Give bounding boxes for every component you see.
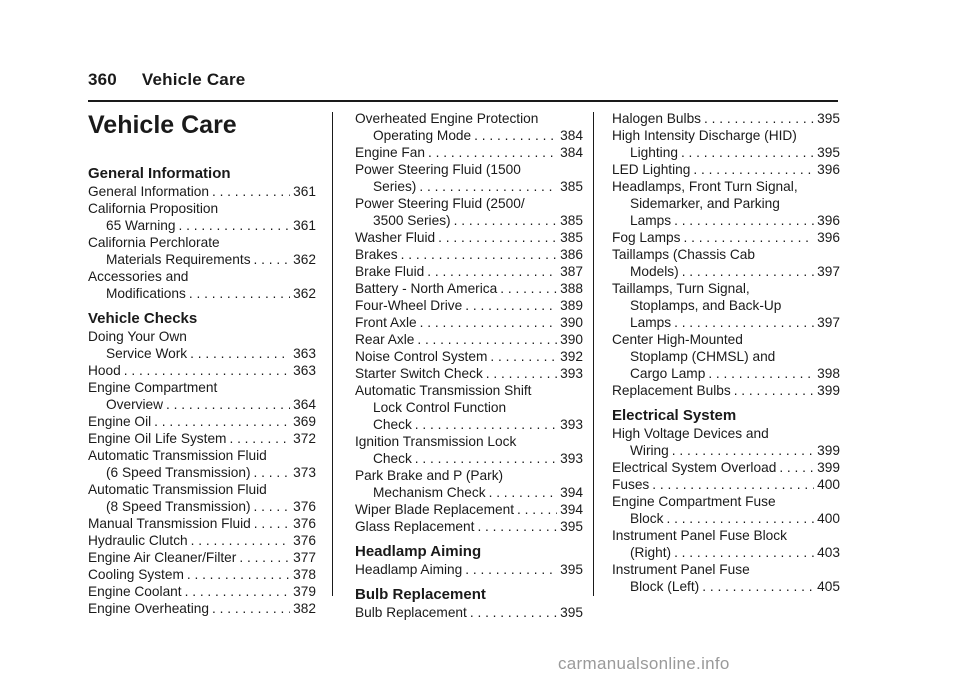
toc-entry-text: Overheated Engine Protection: [355, 111, 539, 126]
toc-entry[interactable]: [355, 314, 583, 331]
toc-page-number: 379: [293, 584, 316, 599]
dot-leader: [254, 464, 291, 481]
toc-entry-text: Park Brake and P (Park): [355, 468, 504, 483]
toc-page-number: 390: [560, 315, 583, 330]
toc-entry-text: Automatic Transmission Fluid: [88, 482, 267, 497]
dot-leader: [166, 396, 290, 413]
dot-leader: [185, 583, 291, 600]
column-divider-2: [593, 112, 594, 596]
toc-page-number: 399: [817, 383, 840, 398]
toc-entry[interactable]: [612, 476, 840, 493]
toc-entry[interactable]: [612, 280, 840, 331]
toc-entry-text: Doing Your Own: [88, 329, 187, 344]
toc-entry-text: 3500 Series): [373, 213, 451, 228]
toc-entry-text: Replacement Bulbs: [612, 383, 731, 398]
toc-page-number: 385: [560, 179, 583, 194]
toc-entry-text: Instrument Panel Fuse Block: [612, 528, 787, 543]
toc-entry-text: Taillamps, Turn Signal,: [612, 281, 750, 296]
toc-entry-text: Stoplamps, and Back-Up: [630, 298, 782, 313]
toc-entry[interactable]: [355, 561, 583, 578]
toc-entry-text: General Information: [88, 184, 209, 199]
toc-page-number: 396: [817, 230, 840, 245]
toc-entry[interactable]: [612, 459, 840, 476]
toc-entry-text: Engine Air Cleaner/Filter: [88, 550, 237, 565]
dot-leader: [191, 532, 291, 549]
toc-entry[interactable]: [355, 110, 583, 144]
toc-entry[interactable]: [355, 144, 583, 161]
toc-entry[interactable]: [88, 200, 316, 234]
toc-entry[interactable]: [612, 425, 840, 459]
toc-column-1: [88, 165, 316, 617]
column-divider-1: [332, 112, 333, 596]
toc-page-number: 395: [560, 605, 583, 620]
toc-page-number: 395: [560, 519, 583, 534]
toc-entry-text: California Proposition: [88, 201, 219, 216]
toc-entry[interactable]: [88, 268, 316, 302]
section-heading: Bulb Replacement: [355, 586, 486, 603]
toc-entry-text: Series): [373, 179, 417, 194]
toc-entry[interactable]: [88, 481, 316, 515]
toc-entry-text: Hood: [88, 363, 121, 378]
toc-page-number: 393: [560, 366, 583, 381]
toc-entry-text: Manual Transmission Fluid: [88, 516, 251, 531]
toc-entry-text: Engine Compartment Fuse: [612, 494, 776, 509]
dot-leader: [666, 510, 814, 527]
dot-leader: [187, 566, 290, 583]
toc-entry-text: Engine Oil: [88, 414, 152, 429]
section-heading: Electrical System: [612, 407, 737, 424]
toc-entry-text: Headlamp Aiming: [355, 562, 463, 577]
toc-entry-text: Lamps: [630, 315, 672, 330]
toc-page-number: 384: [560, 128, 583, 143]
toc-page-number: 394: [560, 485, 583, 500]
toc-entry-text: Models): [630, 264, 679, 279]
toc-entry-text: Instrument Panel Fuse: [612, 562, 750, 577]
toc-entry-text: High Intensity Discharge (HID): [612, 128, 797, 143]
toc-entry[interactable]: [355, 229, 583, 246]
toc-entry-text: Block (Left): [630, 579, 700, 594]
dot-leader: [179, 217, 291, 234]
dot-leader: [254, 498, 291, 515]
toc-entry[interactable]: [612, 178, 840, 229]
dot-leader: [438, 229, 557, 246]
toc-entry[interactable]: [355, 433, 583, 467]
toc-entry[interactable]: [88, 600, 316, 617]
dot-leader: [702, 578, 814, 595]
toc-entry-text: Automatic Transmission Shift: [355, 383, 532, 398]
running-title: Vehicle Care: [141, 70, 246, 89]
dot-leader: [517, 501, 557, 518]
dot-leader: [681, 144, 814, 161]
toc-column-3: [612, 110, 840, 595]
toc-entry-text: Power Steering Fluid (1500: [355, 162, 521, 177]
toc-page-number: 376: [293, 516, 316, 531]
toc-entry[interactable]: [88, 566, 316, 583]
toc-entry[interactable]: [612, 331, 840, 382]
toc-entry-text: Four-Wheel Drive: [355, 298, 463, 313]
toc-entry-text: Brakes: [355, 247, 398, 262]
toc-entry-text: Check: [373, 417, 412, 432]
dot-leader: [779, 459, 814, 476]
toc-entry-text: Power Steering Fluid (2500/: [355, 196, 525, 211]
toc-page-number: 369: [293, 414, 316, 429]
toc-entry-text: (Right): [630, 545, 672, 560]
section-heading: Vehicle Checks: [88, 310, 198, 327]
toc-entry-text: Ignition Transmission Lock: [355, 434, 517, 449]
toc-entry-text: Engine Oil Life System: [88, 431, 227, 446]
toc-entry-text: Brake Fluid: [355, 264, 425, 279]
main-title: Vehicle Care: [88, 111, 237, 139]
toc-entry-text: Block: [630, 511, 664, 526]
toc-page-number: 399: [817, 460, 840, 475]
toc-page-number: 384: [560, 145, 583, 160]
toc-entry[interactable]: [612, 127, 840, 161]
toc-entry[interactable]: [355, 297, 583, 314]
dot-leader: [652, 476, 814, 493]
dot-leader: [683, 229, 814, 246]
dot-leader: [189, 285, 290, 302]
toc-entry-text: Overview: [106, 397, 164, 412]
header-rule: [88, 100, 838, 102]
toc-page-number: 373: [293, 465, 316, 480]
toc-entry[interactable]: [355, 501, 583, 518]
dot-leader: [154, 413, 290, 430]
toc-page-number: 376: [293, 499, 316, 514]
toc-entry-text: LED Lighting: [612, 162, 691, 177]
dot-leader: [239, 549, 290, 566]
toc-page-number: 389: [560, 298, 583, 313]
dot-leader: [254, 515, 290, 532]
dot-leader: [427, 263, 557, 280]
toc-entry-text: Service Work: [106, 346, 188, 361]
toc-entry-text: Sidemarker, and Parking: [630, 196, 780, 211]
toc-entry-text: Fog Lamps: [612, 230, 681, 245]
toc-entry-text: Taillamps (Chassis Cab: [612, 247, 756, 262]
dot-leader: [489, 484, 558, 501]
dot-leader: [415, 450, 557, 467]
toc-entry[interactable]: [88, 447, 316, 481]
toc-entry[interactable]: [88, 515, 316, 532]
toc-entry[interactable]: [355, 161, 583, 195]
toc-page-number: 394: [560, 502, 583, 517]
toc-entry-text: (6 Speed Transmission): [106, 465, 251, 480]
toc-page-number: 386: [560, 247, 583, 262]
toc-page-number: 392: [560, 349, 583, 364]
toc-page-number: 398: [817, 366, 840, 381]
dot-leader: [212, 183, 290, 200]
toc-entry-text: Battery - North America: [355, 281, 498, 296]
dot-leader: [401, 246, 558, 263]
dot-leader: [454, 212, 558, 229]
dot-leader: [708, 365, 814, 382]
toc-entry[interactable]: [612, 161, 840, 178]
toc-entry[interactable]: [355, 365, 583, 382]
toc-page-number: 364: [293, 397, 316, 412]
toc-entry-text: Hydraulic Clutch: [88, 533, 188, 548]
toc-page-number: 385: [560, 230, 583, 245]
toc-page-number: 397: [817, 264, 840, 279]
toc-page-number: 400: [817, 511, 840, 526]
toc-entry[interactable]: [612, 246, 840, 280]
toc-entry[interactable]: [355, 331, 583, 348]
toc-page-number: 382: [293, 601, 316, 616]
toc-entry-text: (8 Speed Transmission): [106, 499, 251, 514]
toc-page-number: 361: [293, 218, 316, 233]
toc-entry-text: Operating Mode: [373, 128, 472, 143]
toc-page-number: 405: [817, 579, 840, 594]
toc-entry[interactable]: [88, 413, 316, 430]
dot-leader: [674, 314, 814, 331]
toc-column-2: [355, 110, 583, 621]
toc-page-number: 361: [293, 184, 316, 199]
toc-entry-text: Accessories and: [88, 269, 189, 284]
toc-entry-text: Lighting: [630, 145, 678, 160]
toc-page-number: 378: [293, 567, 316, 582]
toc-page-number: 376: [293, 533, 316, 548]
toc-entry-text: Wiper Blade Replacement: [355, 502, 515, 517]
dot-leader: [428, 144, 557, 161]
dot-leader: [474, 127, 557, 144]
toc-entry[interactable]: [88, 328, 316, 362]
toc-entry[interactable]: [612, 382, 840, 399]
toc-page-number: 403: [817, 545, 840, 560]
dot-leader: [477, 518, 557, 535]
toc-entry[interactable]: [88, 583, 316, 600]
toc-page-number: 396: [817, 213, 840, 228]
toc-entry[interactable]: [612, 493, 840, 527]
toc-page-number: 385: [560, 213, 583, 228]
toc-page-number: 362: [293, 252, 316, 267]
dot-leader: [229, 430, 290, 447]
toc-entry-text: Electrical System Overload: [612, 460, 777, 475]
toc-entry[interactable]: [88, 183, 316, 200]
toc-entry[interactable]: [88, 362, 316, 379]
dot-leader: [420, 314, 558, 331]
toc-entry[interactable]: [355, 382, 583, 433]
toc-entry-text: Check: [373, 451, 412, 466]
dot-leader: [470, 604, 557, 621]
toc-entry-text: Engine Compartment: [88, 380, 218, 395]
toc-entry-text: Cooling System: [88, 567, 184, 582]
toc-page-number: 363: [293, 363, 316, 378]
toc-page-number: 377: [293, 550, 316, 565]
dot-leader: [419, 178, 557, 195]
dot-leader: [465, 561, 557, 578]
toc-entry-text: Automatic Transmission Fluid: [88, 448, 267, 463]
toc-entry[interactable]: [355, 195, 583, 229]
toc-entry-text: Headlamps, Front Turn Signal,: [612, 179, 798, 194]
toc-entry[interactable]: [612, 561, 840, 595]
toc-entry-text: 65 Warning: [106, 218, 176, 233]
toc-page-number: 399: [817, 443, 840, 458]
toc-entry-text: California Perchlorate: [88, 235, 220, 250]
toc-entry-text: Lamps: [630, 213, 672, 228]
toc-entry-text: Cargo Lamp: [630, 366, 706, 381]
toc-entry[interactable]: [612, 229, 840, 246]
dot-leader: [490, 348, 557, 365]
toc-page-number: 393: [560, 417, 583, 432]
dot-leader: [672, 442, 814, 459]
toc-entry[interactable]: [355, 280, 583, 297]
dot-leader: [674, 212, 814, 229]
dot-leader: [682, 263, 814, 280]
toc-page-number: 397: [817, 315, 840, 330]
toc-entry[interactable]: [355, 467, 583, 501]
toc-entry-text: Mechanism Check: [373, 485, 486, 500]
dot-leader: [674, 544, 814, 561]
toc-entry[interactable]: [355, 518, 583, 535]
toc-entry[interactable]: [612, 527, 840, 561]
section-heading: Headlamp Aiming: [355, 543, 482, 560]
toc-entry-text: Modifications: [106, 286, 186, 301]
toc-entry-text: Stoplamp (CHMSL) and: [630, 349, 776, 364]
toc-page-number: 400: [817, 477, 840, 492]
toc-entry-text: Washer Fluid: [355, 230, 436, 245]
toc-page-number: 396: [817, 162, 840, 177]
toc-entry[interactable]: [612, 110, 840, 127]
toc-page-number: 363: [293, 346, 316, 361]
dot-leader: [734, 382, 814, 399]
page-number: 360: [88, 70, 117, 89]
toc-entry-text: Fuses: [612, 477, 650, 492]
dot-leader: [212, 600, 290, 617]
toc-page-number: 387: [560, 264, 583, 279]
toc-entry-text: Wiring: [630, 443, 669, 458]
toc-entry-text: Rear Axle: [355, 332, 415, 347]
toc-entry[interactable]: [88, 234, 316, 268]
toc-entry[interactable]: [355, 246, 583, 263]
dot-leader: [693, 161, 814, 178]
toc-entry[interactable]: [88, 430, 316, 447]
toc-entry[interactable]: [355, 263, 583, 280]
toc-entry[interactable]: [88, 549, 316, 566]
toc-page-number: 362: [293, 286, 316, 301]
toc-page-number: 388: [560, 281, 583, 296]
toc-entry-text: High Voltage Devices and: [612, 426, 769, 441]
toc-entry-text: Starter Switch Check: [355, 366, 483, 381]
section-heading: General Information: [88, 165, 231, 182]
toc-entry-text: Halogen Bulbs: [612, 111, 702, 126]
toc-entry-text: Center High-Mounted: [612, 332, 743, 347]
dot-leader: [500, 280, 557, 297]
toc-entry[interactable]: [355, 604, 583, 621]
dot-leader: [190, 345, 290, 362]
toc-entry[interactable]: [88, 379, 316, 413]
toc-page-number: 393: [560, 451, 583, 466]
dot-leader: [486, 365, 557, 382]
dot-leader: [417, 331, 557, 348]
toc-page-number: 372: [293, 431, 316, 446]
dot-leader: [415, 416, 557, 433]
dot-leader: [254, 251, 291, 268]
toc-entry-text: Noise Control System: [355, 349, 488, 364]
toc-page-number: 390: [560, 332, 583, 347]
toc-page-number: 395: [560, 562, 583, 577]
watermark: carmanualsonline.info: [558, 654, 730, 673]
toc-entry-text: Engine Fan: [355, 145, 426, 160]
toc-entry[interactable]: [355, 348, 583, 365]
toc-entry-text: Engine Coolant: [88, 584, 182, 599]
toc-entry-text: Materials Requirements: [106, 252, 251, 267]
dot-leader: [465, 297, 557, 314]
toc-page-number: 395: [817, 111, 840, 126]
toc-entry-text: Engine Overheating: [88, 601, 209, 616]
toc-entry-text: Bulb Replacement: [355, 605, 467, 620]
toc-entry-text: Front Axle: [355, 315, 417, 330]
toc-page-number: 395: [817, 145, 840, 160]
toc-entry-text: Glass Replacement: [355, 519, 475, 534]
toc-entry[interactable]: [88, 532, 316, 549]
toc-entry-text: Lock Control Function: [373, 400, 507, 415]
page-header: [88, 70, 245, 90]
dot-leader: [124, 362, 290, 379]
dot-leader: [704, 110, 814, 127]
